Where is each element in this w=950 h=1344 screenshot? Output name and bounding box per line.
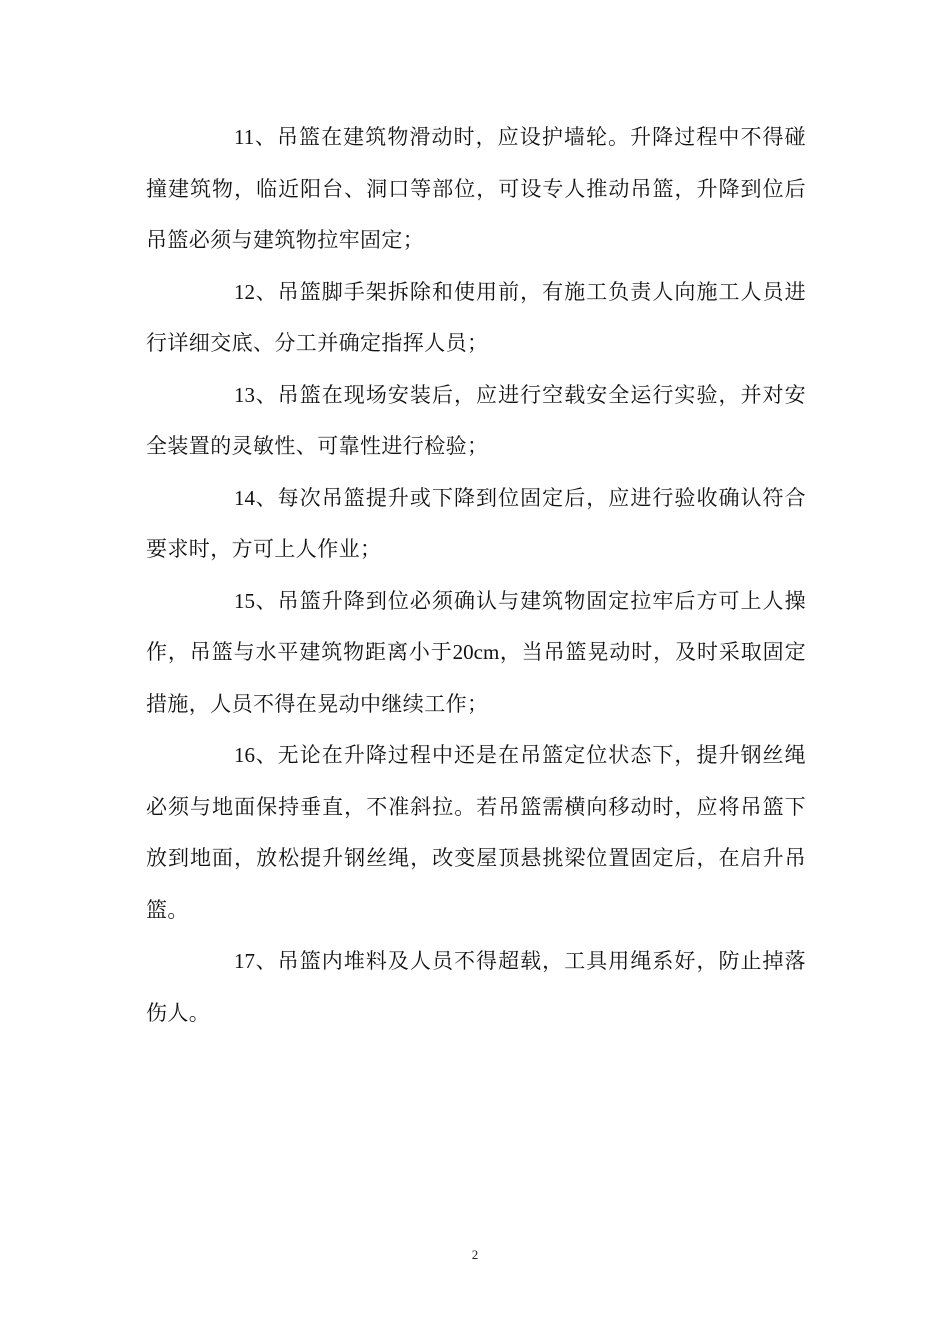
paragraph-text: 、吊篮在建筑物滑动时，应设护墙轮。升降过程中不得碰撞建筑物，临近阳台、洞口等部位，可设专人推动吊篮，升降到位后吊篮必须与建筑物拉牢固定； <box>146 125 806 252</box>
item-number: 14 <box>234 485 255 510</box>
paragraph-12 <box>146 267 806 370</box>
paragraph-16 <box>146 730 806 936</box>
paragraph-text: ，当吊篮晃动时，及时采取固定措施，人员不得在晃动中继续工作； <box>146 640 806 716</box>
paragraph-text: 、无论在升降过程中还是在吊篮定位状态下，提升钢丝绳必须与地面保持垂直，不准斜拉。若吊篮需横向移动时，应将吊篮下放到地面，放松提升钢丝绳，改变屋顶悬挑梁位置固定后，在启升吊篮。 <box>146 743 806 922</box>
page-number: 2 <box>471 1247 479 1262</box>
paragraph-14 <box>146 473 806 576</box>
paragraph-11 <box>146 112 806 267</box>
item-number: 17 <box>234 949 255 973</box>
item-number: 11 <box>234 125 255 149</box>
item-number: 15 <box>234 588 255 613</box>
paragraph-text: 、吊篮在现场安装后，应进行空载安全运行实验，并对安全装置的灵敏性、可靠性进行检验； <box>146 382 806 458</box>
item-number: 16 <box>234 743 255 767</box>
item-number: 12 <box>234 279 255 304</box>
paragraph-15 <box>146 576 806 731</box>
item-number: 13 <box>234 382 255 407</box>
measurement-value: 20cm <box>452 640 500 664</box>
paragraph-text: 、吊篮脚手架拆除和使用前，有施工负责人向施工人员进行详细交底、分工并确定指挥人员； <box>146 279 806 355</box>
paragraph-text: 、每次吊篮提升或下降到位固定后，应进行验收确认符合要求时，方可上人作业； <box>146 485 806 561</box>
body-text <box>146 112 806 1039</box>
paragraph-text: 、吊篮内堆料及人员不得超载，工具用绳系好，防止掉落伤人。 <box>146 949 806 1025</box>
paragraph-17 <box>146 936 806 1039</box>
paragraph-13 <box>146 370 806 473</box>
paragraph-text: 、吊篮升降到位必须确认与建筑物固定拉牢后方可上人操作，吊篮与水平建筑物距离小于 <box>146 588 806 664</box>
